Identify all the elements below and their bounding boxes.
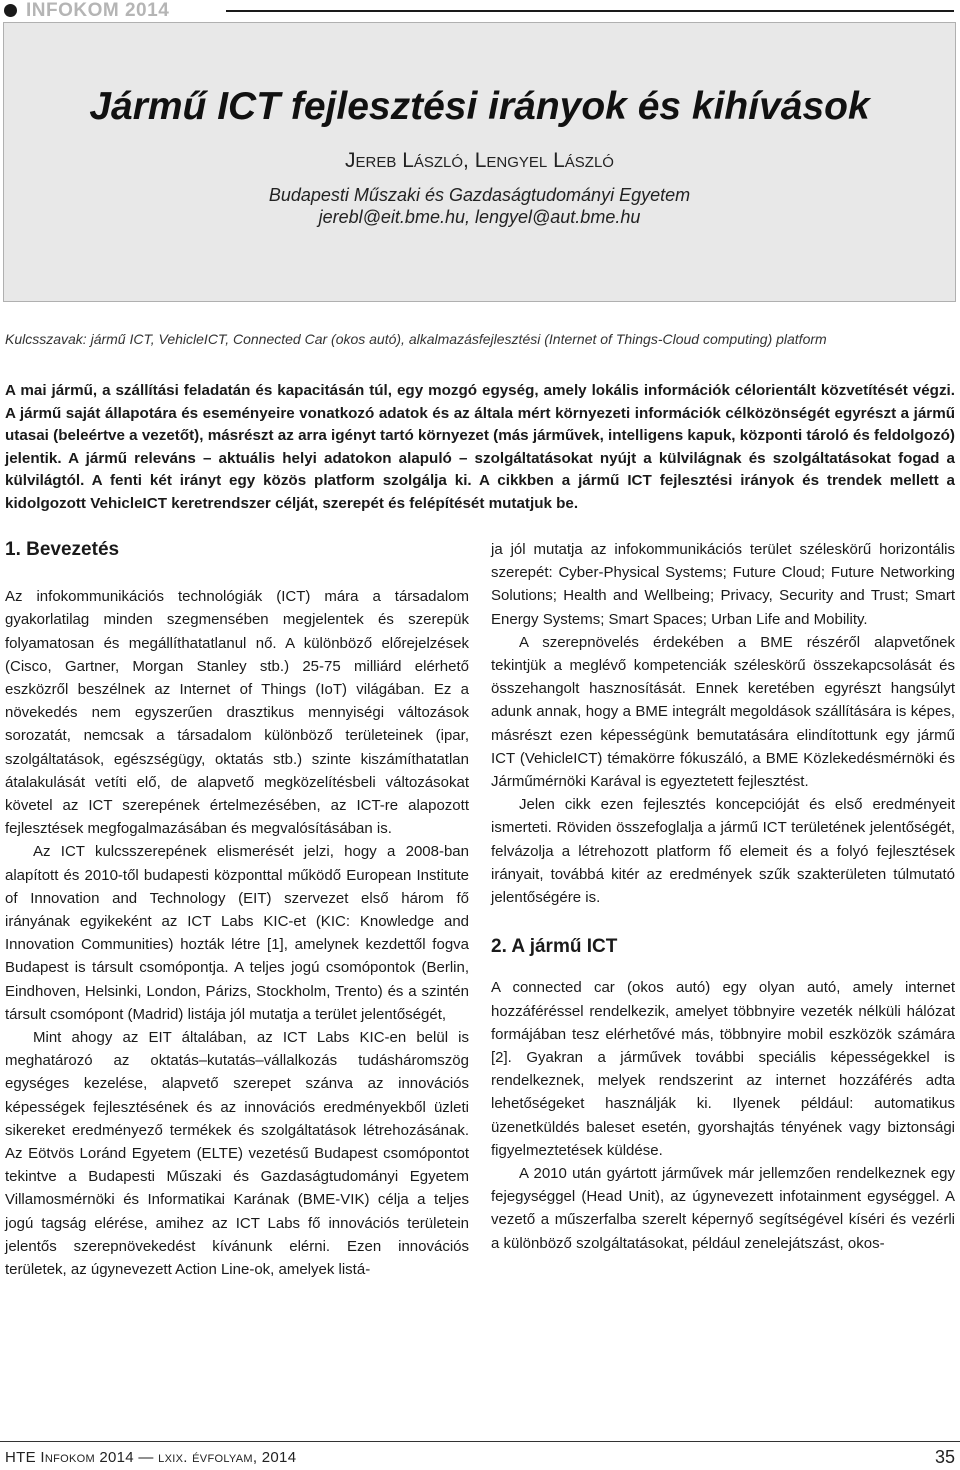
header-rule (226, 10, 954, 12)
paragraph: Jelen cikk ezen fejlesztés koncepcióját és első eredményeit ismerteti. Röviden összefoglalja a jármű ICT területének jelentőségét, felvázolja a létrehozott platform fő elemeit és a folyó fejlesztések irányait, továbbá kitér az eredmények szűk szakterületen túlmutató jelentőségére is. (491, 796, 955, 907)
paragraph: Az infokommunikációs technológiák (ICT) mára a társadalom gyakorlatilag minden szegmensében megjelentek és szerepük folyamatosan és megállíthatatlanul nő. A különböző előrejelzések (Cisco, Gartner, Morgan Stanley stb.) 25-75 milliárd elérhető eszközről beszélnek az Internet of Things (IoT) világában. Ez a növekedés nem egyszerűen drasztikus mennyiségi változások sorozatát, nemcsak a társadalom különböző területeinek (ipar, szolgáltatások, egészségügy, oktatás stb.) szinte kiszámíthatatlan átalakulását vetíti elő, de alapvető megközelítésbeli változásokat követel az ICT szerepének értelmezésében, az ICT-re alapozott fejlesztések megfogalmazásában és megvalósításában is. (5, 588, 469, 838)
page-number: 35 (934, 1447, 955, 1467)
paragraph: A szerepnövelés érdekében a BME részéről alapvetőnek tekintjük a meglévő kompetenciák széleskörű összekapcsolását és összehangolt hasznosítását. Ennek keretében egyrészt hangsúlyt adunk annak, hogy a BME integrált megoldások szállítására is képes, másrészt ezen képességünk bemutatására elindítottunk egy jármű ICT (VehicleICT) témakörre fókuszáló, a BME Közlekedésmérnöki és Járműmérnöki Karával is egyeztetett fejlesztést. (491, 633, 955, 791)
left-column (5, 538, 469, 1281)
article-title: Jármű ICT fejlesztési irányok és kihívások (89, 85, 870, 128)
keywords: Kulcsszavak: jármű ICT, VehicleICT, Connected Car (okos autó), alkalmazásfejlesztési (Internet of Things-Cloud computing) platform (5, 331, 827, 347)
abstract: A mai jármű, a szállítási feladatán és kapacitásán túl, egy mozgó egység, amely lokális információk célorientált közvetítését végzi. A jármű saját állapotára és eseményeire vonatkozó adatok és az általa mért környezeti információk célközönségét egyrészt a jármű utasai (beleértve a vezetőt), másrészt az arra igényt tartó környezet (más járművek, intelligens kapuk, központi tároló és feldolgozó) jelentik. A jármű releváns – aktuális helyi adatokon alapuló – szolgáltatásokat nyújt a külvilágnak és szolgáltatásokat fogad a külvilágtól. A fenti két irányt egy közös platform szolgálja ki. A cikkben a jármű ICT fejlesztési irányok és trendek mellett a kidolgozott VehicleICT keretrendszer célját, szerepét és felépítését mutatjuk be. (5, 382, 955, 512)
section-title-introduction: 1. Bevezetés (5, 539, 120, 560)
paragraph: A connected car (okos autó) egy olyan autó, amely internet hozzáféréssel rendelkezik, amelyet többnyire vezeték nélküli hálózat formájában tesz elérhetővé más, többnyire mobil eszközök számára [2]. Gyakran a járművek további speciális képességekkel is rendelkeznek, melyek rendszerint az internet hozzáférés adta lehetőségeket használják ki. Ilyenek például: automatikus üzenetküldés baleset esetén, gyorshajtás tényének vagy biztonsági figyelmeztetések küldése. (491, 979, 955, 1159)
header-label: INFOKOM 2014 (26, 0, 170, 21)
article-emails: jerebl@eit.bme.hu, lengyel@aut.bme.hu (318, 207, 641, 227)
footer-journal: HTE Infokom 2014 — lxix. évfolyam, 2014 (5, 1449, 297, 1466)
paragraph: ja jól mutatja az infokommunikációs terület széleskörű horizontális szerepét: Cyber-Physical Systems; Future Cloud; Future Networking Solutions; Health and Wellbeing; Privacy, Security and Trust; Smart Energy Systems; Smart Spaces; Urban Life and Mobility. (491, 541, 955, 628)
paragraph: A 2010 után gyártott járművek már jellemzően rendelkeznek egy fejegységgel (Head Unit), az úgynevezett infotainment egységgel. A vezető a műszerfalba szerelt képernyő segítségével kíséri és vezérli a különböző szolgáltatásokat, például zenelejátszást, okos- (491, 1165, 955, 1252)
article-affiliation: Budapesti Műszaki és Gazdaságtudományi Egyetem (268, 185, 691, 205)
section-title-vehicle-ict: 2. A jármű ICT (491, 936, 618, 958)
paragraph: Az ICT kulcsszerepének elismerését jelzi, hogy a 2008-ban alapított és 2010-től budapesti központtal működő European Institute of Innovation and Technology (EIT) szervezet első három fő irányának egyikeként az ICT Labs KIC-et (KIC: Knowledge and Innovation Communities) hozták létre [1], amelynek kezdettől fogva Budapest is társult csomópontja. A teljes jogú csomópontok (Berlin, Eindhoven, Helsinki, London, Párizs, Stockholm, Trento) és a szintén társult csomópont (Madrid) listája jól mutatja a terület jelentőségét, (5, 843, 469, 1023)
right-column (491, 538, 955, 1255)
paragraph: Mint ahogy az EIT általában, az ICT Labs KIC-en belül is meghatározó az oktatás–kutatás–vállalkozás tudásháromszög egységes kezelése, alapvető szerepet szánva az innovációs képességek fejlesztésének és az innovációs eredményekből üzleti sikereket eredményező termékek és szolgáltatások létrehozásának. Az Eötvös Loránd Egyetem (ELTE) vezetésű Budapest csomópontot tekintve a Budapesti Műszaki és Gazdaságtudományi Egyetem Villamosmérnöki és Informatikai Karának (BME-VIK) célja a teljes jogú tagság elérése, amihez az ICT Labs fő innovációs területein jelentős szerepnövekedést kívánunk elérni. Ezen innovációs területek, az úgynevezett Action Line-ok, amelyek listá- (5, 1029, 469, 1279)
title-box (3, 22, 956, 302)
running-header (0, 0, 960, 22)
bullet-icon (4, 4, 17, 17)
footer-rule (0, 1441, 960, 1442)
article-authors: Jereb László, Lengyel László (345, 149, 614, 172)
